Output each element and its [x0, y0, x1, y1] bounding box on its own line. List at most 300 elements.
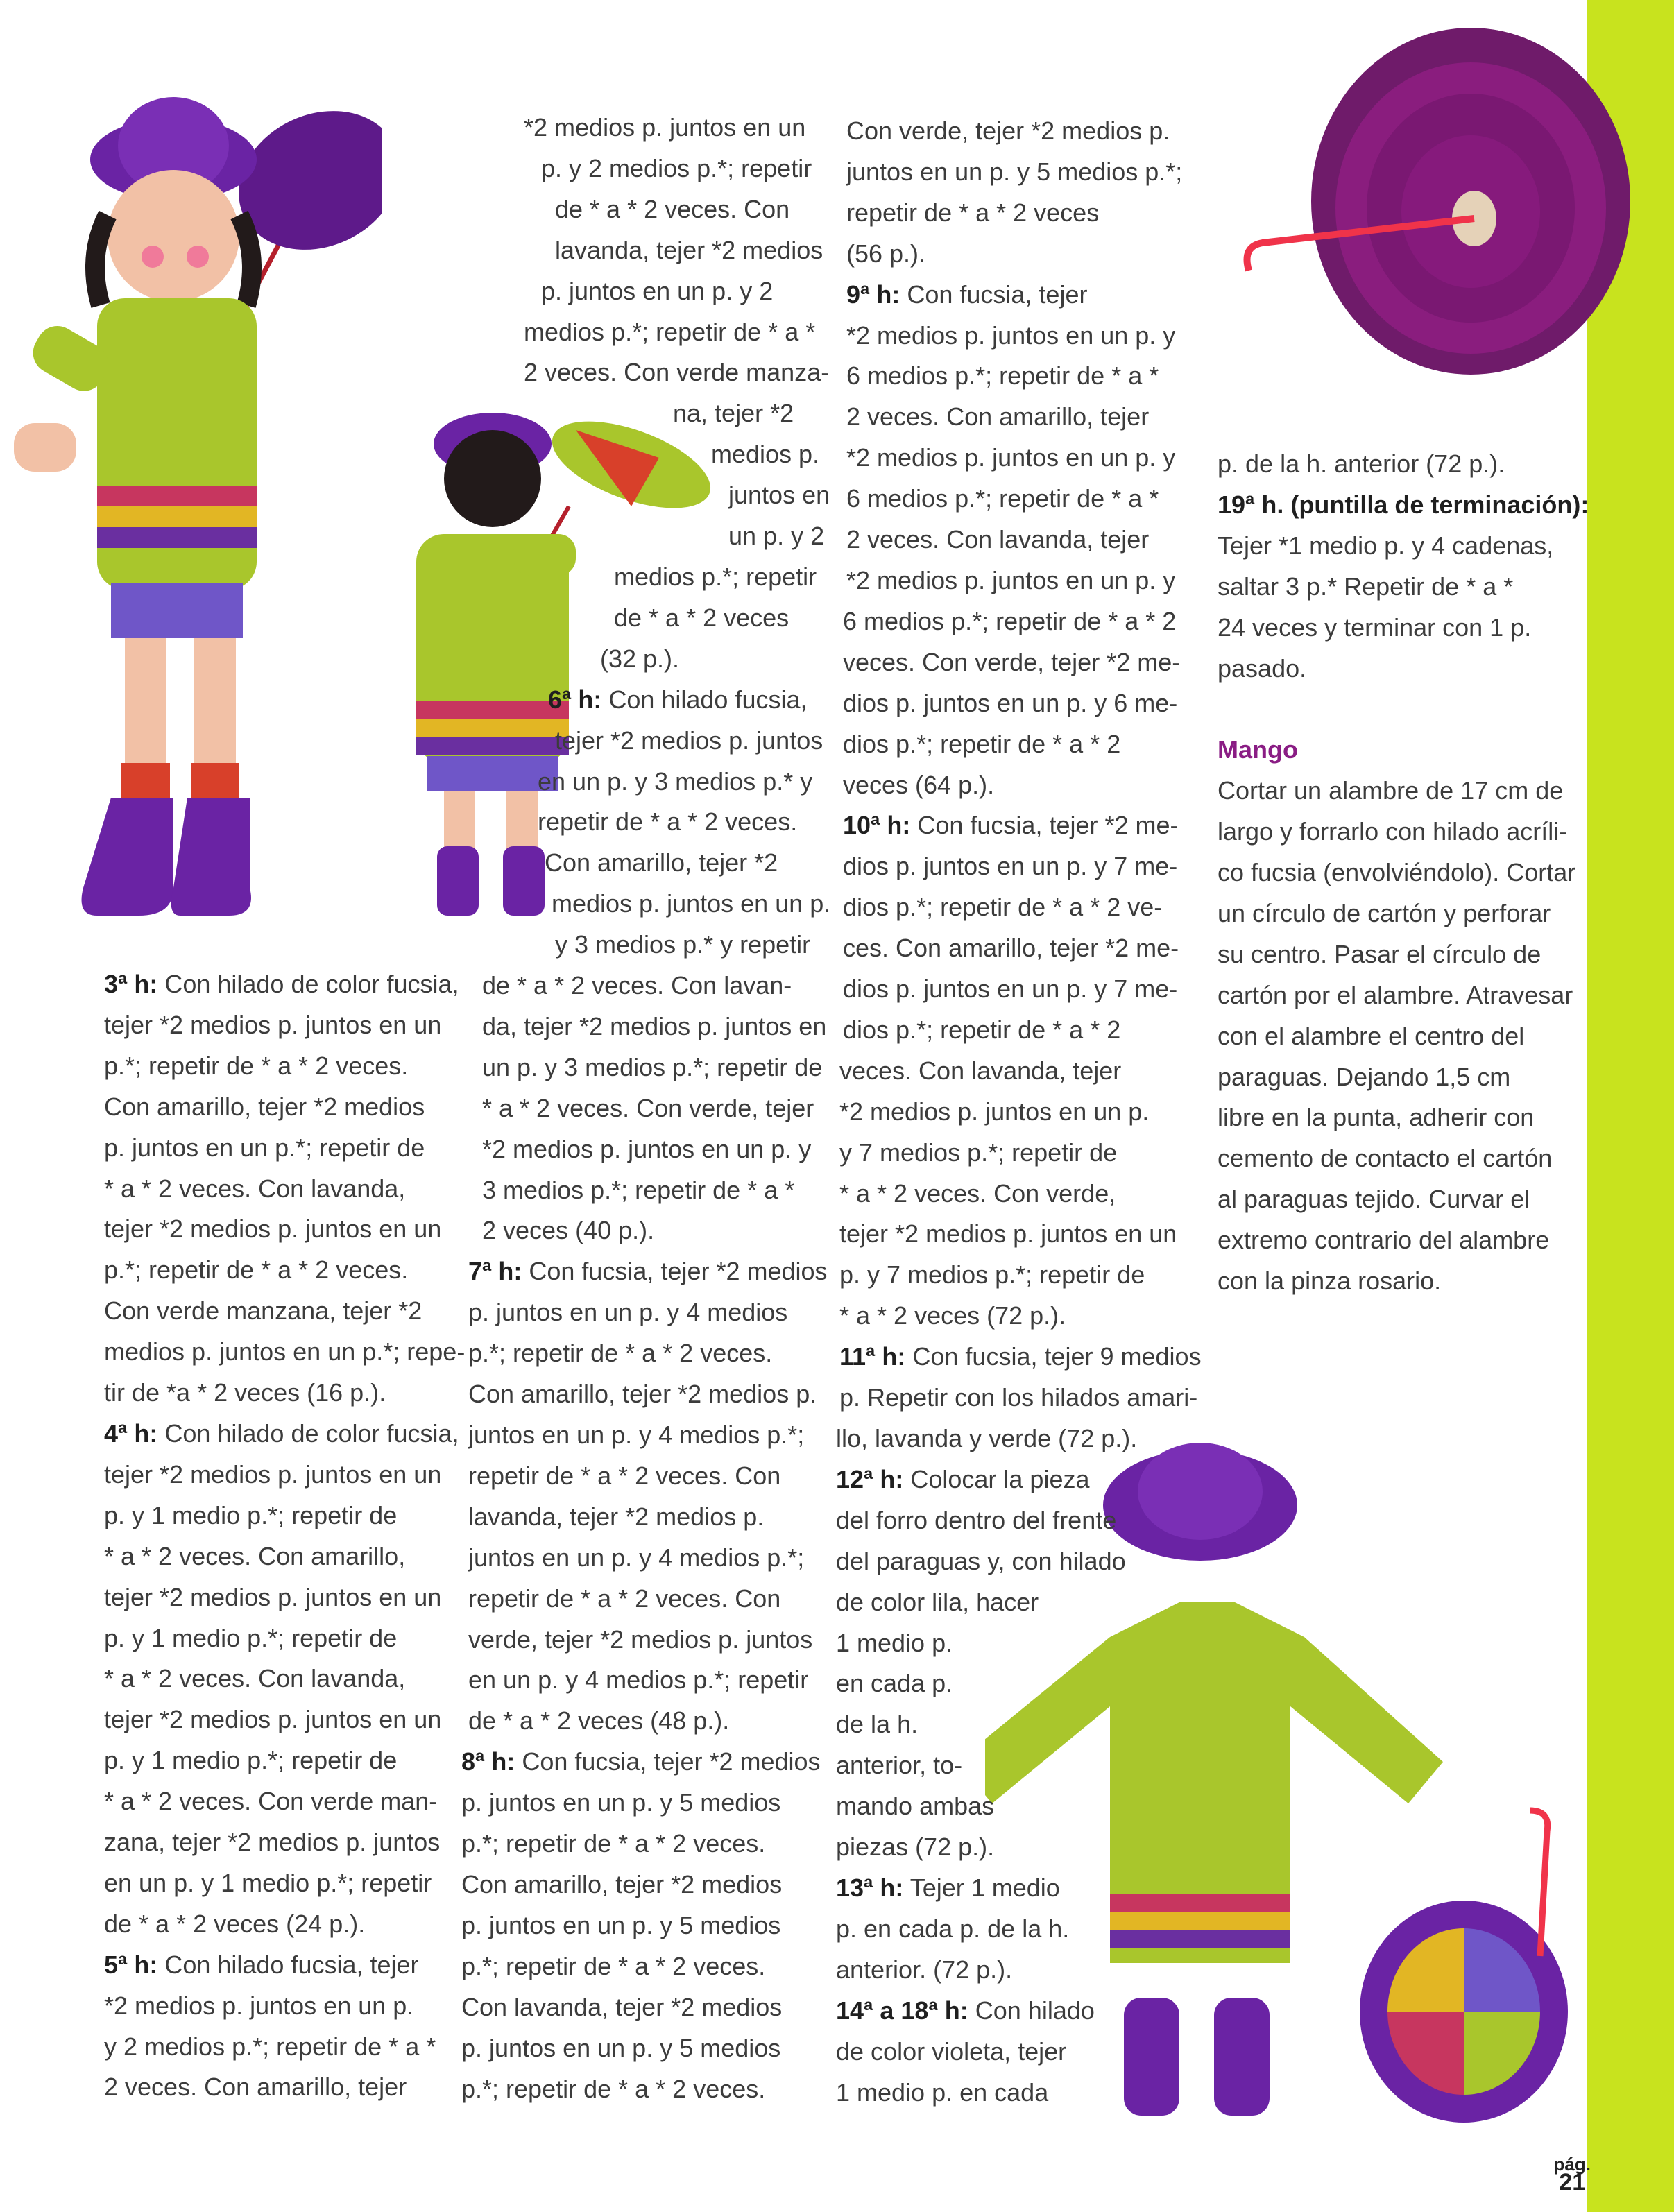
- line-text: Con amarillo, tejer *2: [545, 848, 778, 877]
- row-heading: 11ª h:: [839, 1342, 906, 1371]
- text-line: [552, 884, 830, 925]
- line-text: p. juntos en un p. y 5 medios: [461, 1910, 781, 1939]
- text-line: [836, 1541, 1202, 1582]
- line-text: * a * 2 veces. Con lavanda,: [104, 1174, 406, 1203]
- line-text: tejer *2 medios p. juntos en un: [839, 1219, 1177, 1249]
- text-line: [836, 1950, 1202, 1991]
- line-text: y 2 medios p.*; repetir de * a *: [104, 2032, 436, 2061]
- text-line: [1218, 608, 1589, 649]
- line-text: dios p. juntos en un p. y 7 me-: [843, 852, 1178, 881]
- text-line: [843, 805, 1202, 846]
- text-line: [846, 275, 1202, 316]
- line-text: repetir de * a * 2 veces. Con: [468, 1584, 781, 1613]
- text-line: [468, 1292, 830, 1333]
- line-text: p. en cada p. de la h.: [836, 1914, 1070, 1943]
- row-heading: 3ª h:: [104, 970, 158, 998]
- text-line: [836, 2032, 1202, 2073]
- line-text: * a * 2 veces. Con amarillo,: [104, 1541, 406, 1570]
- line-text: p.*; repetir de * a * 2 veces.: [468, 1339, 773, 1368]
- text-line: [843, 642, 1202, 683]
- line-text: * a * 2 veces. Con verde man-: [104, 1787, 438, 1816]
- text-line: [1218, 934, 1589, 975]
- line-text: anterior. (72 p.).: [836, 1955, 1013, 1984]
- text-line: [836, 1459, 1202, 1500]
- line-text: na, tejer *2: [673, 399, 794, 428]
- text-line: [1218, 1016, 1589, 1057]
- text-line: [524, 312, 830, 353]
- line-text: p. de la h. anterior (72 p.).: [1218, 449, 1505, 478]
- text-line: [468, 1660, 830, 1701]
- text-line: [461, 1864, 830, 1905]
- line-text: ces. Con amarillo, tejer *2 me-: [843, 934, 1179, 963]
- line-text: Con hilado de color fucsia,: [157, 1418, 459, 1448]
- line-text: medios p.: [711, 440, 820, 469]
- text-line: [104, 964, 465, 1005]
- line-text: 1 medio p. en cada: [836, 2077, 1049, 2107]
- line-text: tejer *2 medios p. juntos: [555, 726, 823, 755]
- text-line: [843, 969, 1202, 1010]
- text-line: [1218, 1097, 1589, 1138]
- line-text: de color violeta, tejer: [836, 2037, 1067, 2066]
- line-text: Con fucsia, tejer: [900, 280, 1088, 309]
- line-text: llo, lavanda y verde (72 p.).: [836, 1424, 1138, 1452]
- line-text: juntos en un p. y 4 medios p.*;: [468, 1543, 805, 1572]
- line-text: cartón por el alambre. Atravesar: [1218, 980, 1573, 1009]
- line-text: co fucsia (envolviéndolo). Cortar: [1218, 858, 1576, 887]
- line-text: 2 veces. Con amarillo, tejer: [846, 402, 1150, 431]
- line-text: tejer *2 medios p. juntos en un: [104, 1459, 442, 1489]
- text-line: [104, 1658, 465, 1699]
- text-line: [468, 1620, 830, 1661]
- line-text: * a * 2 veces. Con verde,: [839, 1178, 1116, 1208]
- line-text: p. y 1 medio p.*; repetir de: [104, 1746, 398, 1775]
- line-text: repetir de * a * 2 veces: [846, 198, 1100, 227]
- text-line: [538, 762, 830, 803]
- line-text: largo y forrarlo con hilado acríli-: [1218, 817, 1568, 846]
- line-text: medios p. juntos en un p.*; repe-: [104, 1337, 466, 1366]
- text-line: [1218, 852, 1589, 893]
- text-line: [104, 1332, 465, 1373]
- line-text: y 7 medios p.*; repetir de: [839, 1138, 1118, 1167]
- line-text: con la pinza rosario.: [1218, 1267, 1442, 1296]
- row-heading: 7ª h:: [468, 1257, 522, 1286]
- text-line: [839, 1296, 1202, 1337]
- line-text: zana, tejer *2 medios p. juntos: [104, 1828, 441, 1857]
- text-line: [846, 316, 1202, 357]
- line-text: tejer *2 medios p. juntos en un: [104, 1582, 442, 1611]
- line-text: del forro dentro del frente: [836, 1505, 1117, 1534]
- line-text: lavanda, tejer *2 medios: [555, 235, 823, 264]
- text-line: [461, 1987, 830, 2028]
- text-line: [541, 148, 830, 189]
- text-line: [843, 765, 1202, 806]
- line-text: Con amarillo, tejer *2 medios: [461, 1869, 783, 1898]
- line-text: 6 medios p.*; repetir de * a * 2: [843, 606, 1177, 635]
- text-line: [846, 397, 1202, 438]
- text-line: [836, 1868, 1202, 1909]
- text-line: [104, 1169, 465, 1210]
- text-line: [482, 1088, 830, 1129]
- text-line: [839, 1255, 1202, 1296]
- text-line: [104, 2067, 465, 2108]
- line-text: p. juntos en un p. y 4 medios: [468, 1298, 788, 1327]
- text-line: [468, 1456, 830, 1497]
- line-text: *2 medios p. juntos en un p. y: [846, 320, 1176, 350]
- line-text: Con hilado de color fucsia,: [157, 970, 459, 998]
- text-column-2: [461, 108, 831, 2109]
- text-line: [836, 1582, 1202, 1623]
- line-text: tejer *2 medios p. juntos en un: [104, 1010, 442, 1039]
- line-text: p. juntos en un p. y 5 medios: [461, 2033, 781, 2062]
- text-line: [843, 928, 1202, 969]
- line-text: * a * 2 veces. Con lavanda,: [104, 1664, 406, 1693]
- page-number-value: 21: [1559, 2169, 1586, 2195]
- line-text: pasado.: [1218, 653, 1307, 683]
- text-line: [836, 2073, 1202, 2114]
- line-text: 2 veces (40 p.).: [482, 1216, 655, 1245]
- line-text: (32 p.).: [600, 644, 680, 673]
- text-line: [728, 516, 830, 557]
- line-text: un p. y 3 medios p.*; repetir de: [482, 1052, 823, 1081]
- text-line: [1218, 1057, 1589, 1098]
- text-line: [614, 598, 830, 639]
- text-line: [1218, 812, 1589, 852]
- text-line: [836, 1500, 1202, 1541]
- line-text: medios p. juntos en un p.: [552, 889, 831, 918]
- line-text: (56 p.).: [846, 239, 926, 268]
- text-line: [843, 846, 1202, 887]
- text-line: [846, 193, 1202, 234]
- text-line: [839, 1092, 1202, 1133]
- line-text: p. y 7 medios p.*; repetir de: [839, 1260, 1145, 1289]
- text-line: [524, 108, 830, 148]
- line-text: saltar 3 p.* Repetir de * a *: [1218, 572, 1514, 601]
- line-text: Cortar un alambre de 17 cm de: [1218, 776, 1564, 805]
- text-line: [843, 1010, 1202, 1051]
- text-line: [836, 1704, 1202, 1745]
- text-line: [468, 1538, 830, 1579]
- line-text: mando ambas: [836, 1792, 995, 1821]
- text-line: [836, 1418, 1202, 1459]
- text-line: [1218, 771, 1589, 812]
- text-line: [538, 802, 830, 843]
- doll-front-photo: [14, 97, 382, 929]
- line-text: *2 medios p. juntos en un: [524, 113, 806, 142]
- text-line: [104, 1414, 465, 1455]
- text-line: [839, 1051, 1202, 1092]
- line-text: verde, tejer *2 medios p. juntos: [468, 1624, 813, 1654]
- line-text: de * a * 2 veces (24 p.).: [104, 1909, 366, 1938]
- text-line: [104, 1986, 465, 2027]
- line-text: al paraguas tejido. Curvar el: [1218, 1185, 1530, 1214]
- page-number: [1553, 2154, 1591, 2195]
- text-line: [846, 479, 1202, 520]
- line-text: veces. Con lavanda, tejer: [839, 1056, 1122, 1085]
- line-text: 1 medio p.: [836, 1628, 953, 1657]
- line-text: de * a * 2 veces. Con lavan-: [482, 971, 792, 1000]
- text-line: [1218, 649, 1589, 689]
- text-line: [839, 1214, 1202, 1255]
- text-column-4: [1218, 444, 1589, 1302]
- text-line: [555, 189, 830, 230]
- text-line: [728, 475, 830, 516]
- text-line: [836, 1909, 1202, 1950]
- text-line: [843, 683, 1202, 724]
- line-text: un círculo de cartón y perforar: [1218, 898, 1551, 927]
- text-line: [104, 1046, 465, 1087]
- text-line: [839, 1337, 1202, 1378]
- line-text: en cada p.: [836, 1669, 953, 1698]
- line-text: del paraguas y, con hilado: [836, 1546, 1126, 1575]
- line-text: dios p.*; repetir de * a * 2: [843, 1015, 1121, 1044]
- text-line: [468, 1579, 830, 1620]
- line-text: piezas (72 p.).: [836, 1833, 995, 1862]
- text-line: [836, 1663, 1202, 1704]
- line-text: 6 medios p.*; repetir de * a *: [846, 361, 1159, 391]
- text-line: [468, 1374, 830, 1415]
- text-line: [104, 1904, 465, 1945]
- text-line: [104, 1781, 465, 1822]
- text-line: [104, 2027, 465, 2068]
- line-text: veces. Con verde, tejer *2 me-: [843, 647, 1181, 676]
- text-line: [836, 1991, 1202, 2032]
- line-text: de * a * 2 veces (48 p.).: [468, 1706, 730, 1735]
- line-text: Con fucsia, tejer *2 me-: [910, 811, 1179, 840]
- section-heading-mango: Mango: [1218, 735, 1298, 764]
- line-text: 2 veces. Con verde manza-: [524, 358, 830, 387]
- text-line: [1218, 1220, 1589, 1261]
- line-text: paraguas. Dejando 1,5 cm: [1218, 1062, 1511, 1091]
- line-text: Con amarillo, tejer *2 medios p.: [468, 1380, 817, 1409]
- text-line: [482, 1129, 830, 1170]
- text-line: [1218, 444, 1589, 485]
- line-text: de * a * 2 veces: [614, 603, 789, 632]
- text-line: [468, 1333, 830, 1374]
- text-line: [104, 1495, 465, 1536]
- text-line: [600, 639, 830, 680]
- text-line: [1218, 567, 1589, 608]
- line-text: p. Repetir con los hilados amari-: [839, 1383, 1198, 1412]
- line-text: * a * 2 veces. Con verde, tejer: [482, 1093, 814, 1122]
- text-line: [104, 1373, 465, 1414]
- line-text: p. juntos en un p.*; repetir de: [104, 1133, 425, 1162]
- text-line: [843, 601, 1202, 642]
- text-line: [104, 1455, 465, 1495]
- text-line: [104, 1209, 465, 1250]
- row-heading: 10ª h:: [843, 811, 911, 840]
- text-line: [1218, 526, 1589, 567]
- text-line: [614, 557, 830, 598]
- line-text: tir de *a * 2 veces (16 p.).: [104, 1378, 386, 1407]
- text-line: [555, 721, 830, 762]
- text-line: [1218, 975, 1589, 1016]
- line-text: dios p. juntos en un p. y 6 me-: [843, 688, 1178, 717]
- line-text: p.*; repetir de * a * 2 veces.: [104, 1051, 409, 1080]
- text-line: [1218, 485, 1589, 526]
- text-line: [836, 1623, 1202, 1664]
- text-line: [461, 2028, 830, 2069]
- text-line: [545, 843, 830, 884]
- text-line: [468, 1415, 830, 1456]
- text-line: [104, 1087, 465, 1128]
- row-heading: 6ª h:: [548, 685, 602, 714]
- text-line: [104, 1699, 465, 1740]
- text-line: [461, 1946, 830, 1987]
- text-line: [104, 1128, 465, 1169]
- line-text: *2 medios p. juntos en un p.: [839, 1097, 1150, 1126]
- line-text: p. y 1 medio p.*; repetir de: [104, 1500, 398, 1529]
- line-text: p.*; repetir de * a * 2 veces.: [104, 1255, 409, 1285]
- text-line: [104, 1291, 465, 1332]
- line-text: en un p. y 1 medio p.*; repetir: [104, 1868, 432, 1897]
- line-text: 2 veces. Con amarillo, tejer: [104, 2073, 407, 2102]
- line-text: p. juntos en un p. y 2: [541, 276, 774, 305]
- row-heading: 14ª a 18ª h:: [836, 1996, 968, 2025]
- text-line: [846, 520, 1202, 560]
- text-line: [1218, 1261, 1589, 1302]
- text-line: [1218, 893, 1589, 934]
- line-text: cemento de contacto el cartón: [1218, 1144, 1553, 1173]
- text-line: [482, 1047, 830, 1088]
- line-text: en un p. y 3 medios p.* y: [538, 766, 813, 796]
- text-line: [104, 1740, 465, 1781]
- line-text: repetir de * a * 2 veces.: [538, 807, 798, 837]
- line-text: p.*; repetir de * a * 2 veces.: [461, 1951, 766, 1980]
- line-text: Con lavanda, tejer *2 medios: [461, 1992, 783, 2021]
- line-text: juntos en: [728, 481, 830, 510]
- line-text: Con fucsia, tejer 9 medios: [905, 1342, 1202, 1371]
- line-text: un p. y 2: [728, 522, 825, 551]
- text-column-1: [104, 964, 465, 2108]
- text-line: [104, 1005, 465, 1046]
- line-text: juntos en un p. y 4 medios p.*;: [468, 1421, 805, 1449]
- text-line: [846, 560, 1202, 601]
- line-text: 24 veces y terminar con 1 p.: [1218, 612, 1532, 642]
- row-heading: 12ª h:: [836, 1464, 904, 1493]
- text-line: [104, 1618, 465, 1659]
- line-text: lavanda, tejer *2 medios p.: [468, 1502, 765, 1531]
- text-line: [104, 1945, 465, 1986]
- text-line: [461, 1905, 830, 1946]
- text-line: [104, 1822, 465, 1863]
- text-line: [104, 1863, 465, 1904]
- line-text: de la h.: [836, 1710, 919, 1739]
- line-text: 2 veces. Con lavanda, tejer: [846, 525, 1150, 554]
- line-text: Colocar la pieza: [903, 1464, 1090, 1493]
- line-text: tejer *2 medios p. juntos en un: [104, 1705, 442, 1734]
- line-text: Con verde manzana, tejer *2: [104, 1296, 422, 1326]
- text-line: [468, 1497, 830, 1538]
- line-text: p. y 2 medios p.*; repetir: [541, 153, 812, 182]
- line-text: p. y 1 medio p.*; repetir de: [104, 1623, 398, 1652]
- text-line: [548, 680, 830, 721]
- line-text: medios p.*; repetir de * a *: [524, 317, 816, 346]
- text-line: [673, 393, 830, 434]
- text-line: [843, 724, 1202, 765]
- text-line: [482, 1170, 830, 1211]
- line-text: dios p. juntos en un p. y 7 me-: [843, 975, 1178, 1004]
- line-text: en un p. y 4 medios p.*; repetir: [468, 1665, 809, 1695]
- line-text: con el alambre el centro del: [1218, 1021, 1525, 1050]
- text-line: [461, 1742, 830, 1783]
- line-text: anterior, to-: [836, 1751, 963, 1780]
- text-line: [461, 2069, 830, 2110]
- line-text: Con amarillo, tejer *2 medios: [104, 1092, 425, 1121]
- text-line: [711, 434, 830, 475]
- line-text: *2 medios p. juntos en un p. y: [846, 565, 1176, 594]
- text-line: [846, 356, 1202, 397]
- line-text: Tejer *1 medio p. y 4 cadenas,: [1218, 531, 1554, 560]
- text-line: [555, 230, 830, 271]
- line-text: veces (64 p.).: [843, 770, 995, 799]
- line-text: p.*; repetir de * a * 2 veces.: [461, 1829, 766, 1858]
- text-line: [541, 271, 830, 312]
- line-text: dios p.*; repetir de * a * 2 ve-: [843, 893, 1163, 922]
- line-text: de color lila, hacer: [836, 1587, 1039, 1616]
- text-line: [836, 1786, 1202, 1827]
- text-line: [846, 438, 1202, 479]
- line-text: p. juntos en un p. y 5 medios: [461, 1788, 781, 1817]
- line-text: Con fucsia, tejer *2 medios: [515, 1747, 821, 1776]
- text-line: [846, 152, 1202, 193]
- line-text: su centro. Pasar el círculo de: [1218, 939, 1541, 968]
- text-line: [482, 1210, 830, 1251]
- page-label: pág.: [1553, 2154, 1591, 2175]
- text-line: [1218, 1179, 1589, 1220]
- line-text: libre en la punta, adherir con: [1218, 1103, 1535, 1132]
- text-line: [104, 1536, 465, 1577]
- line-text: repetir de * a * 2 veces. Con: [468, 1461, 781, 1490]
- text-line: [839, 1378, 1202, 1418]
- text-line: [461, 1783, 830, 1824]
- line-text: de * a * 2 veces. Con: [555, 194, 790, 223]
- text-line: [104, 1250, 465, 1291]
- line-text: Con hilado fucsia, tejer: [157, 1950, 419, 1979]
- text-line: [468, 1701, 830, 1742]
- line-text: juntos en un p. y 5 medios p.*;: [846, 157, 1183, 186]
- text-line: [839, 1133, 1202, 1174]
- line-text: p.*; repetir de * a * 2 veces.: [461, 2074, 766, 2103]
- line-text: *2 medios p. juntos en un p. y: [846, 443, 1176, 472]
- text-line: [468, 1251, 830, 1292]
- text-line: [482, 966, 830, 1006]
- text-line: [846, 234, 1202, 275]
- line-text: medios p.*; repetir: [614, 562, 817, 591]
- row-heading: 8ª h:: [461, 1747, 515, 1776]
- line-text: 3 medios p.*; repetir de * a *: [482, 1175, 795, 1204]
- text-line: [846, 111, 1202, 152]
- text-line: [1218, 1138, 1589, 1179]
- text-line: [839, 1174, 1202, 1215]
- text-line: [104, 1577, 465, 1618]
- row-heading: 19ª h. (puntilla de terminación):: [1218, 490, 1589, 519]
- row-heading: 9ª h:: [846, 280, 900, 309]
- line-text: Con verde, tejer *2 medios p.: [846, 117, 1170, 145]
- row-heading: 4ª h:: [104, 1418, 158, 1448]
- umbrella-inside-photo: [1124, 14, 1651, 402]
- row-heading: 5ª h:: [104, 1950, 158, 1979]
- line-text: y 3 medios p.* y repetir: [555, 930, 811, 959]
- text-line: [843, 887, 1202, 928]
- line-text: *2 medios p. juntos en un p.: [104, 1991, 414, 2020]
- line-text: Tejer 1 medio: [903, 1873, 1060, 1902]
- text-line: [555, 925, 830, 966]
- text-line: [524, 352, 830, 393]
- text-line: [482, 1006, 830, 1047]
- line-text: tejer *2 medios p. juntos en un: [104, 1215, 442, 1244]
- line-text: Con fucsia, tejer *2 medios: [522, 1257, 828, 1286]
- text-line: [836, 1745, 1202, 1786]
